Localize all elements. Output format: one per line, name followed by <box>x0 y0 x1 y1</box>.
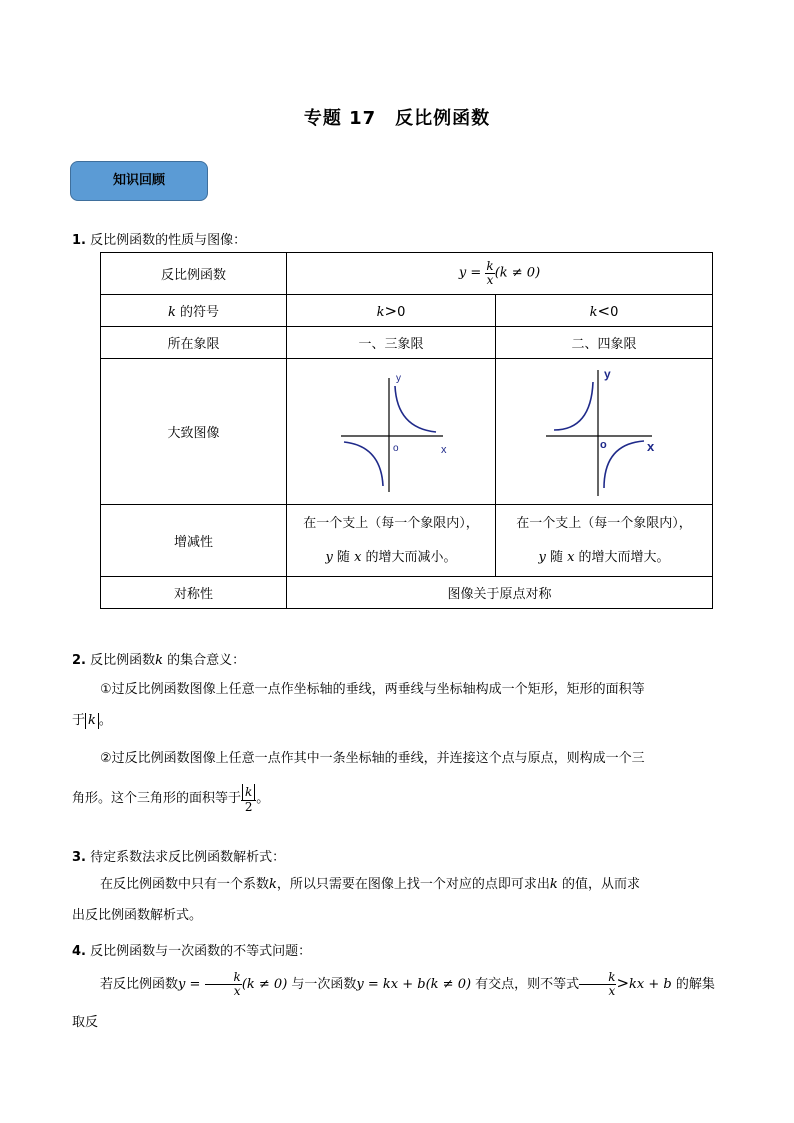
section-1-number: 1. <box>72 233 86 248</box>
branch-q4 <box>604 441 644 488</box>
row-label: 大致图像 <box>101 359 287 505</box>
properties-table <box>100 252 713 609</box>
section-2-paragraph-2: ②过反比例函数图像上任意一点作其中一条坐标轴的垂线，并连接这个点与原点，则构成一个三 角形。这个三角形的面积等于 $\frac{k}{2}$ 。 <box>72 751 645 814</box>
row-label: 对称性 <box>101 577 287 609</box>
section-3-paragraph: 在反比例函数中只有一个系数k，所以只需要在图像上找一个对应的点即可求出k 的值，从而求 出反比例函数解析式。 <box>72 877 640 923</box>
page-title: 专题 17 反比例函数 <box>303 108 491 129</box>
section-3-heading: 3. 待定系数法求反比例函数解析式： <box>72 850 286 865</box>
table-row <box>101 327 713 359</box>
section-2-heading: 2. 反比例函数k 的集合意义： <box>72 653 246 668</box>
section-4-paragraph: 若反比例函数y = $\frac{k}{x}$ (k ≠ 0) 与一次函数y = kx + b(k ≠ 0) 有交点，则不等式 $\frac{k}{x}$ >kx + b 的解集取反 <box>72 970 715 1030</box>
negative-cell: k<0 <box>496 295 713 327</box>
row-label: 所在象限 <box>101 327 287 359</box>
y-axis-label: y <box>604 366 611 381</box>
branch-q3 <box>344 442 383 486</box>
fraction: $\frac{k}{x}$ <box>579 971 616 997</box>
fraction: $\frac{k}{2}$ <box>241 784 256 814</box>
positive-cell: k>0 <box>287 295 496 327</box>
positive-cell: 一、三象限 <box>287 327 496 359</box>
row-label: k 的符号 <box>101 295 287 327</box>
origin-label: o <box>393 442 399 454</box>
x-axis-label: x <box>441 443 447 456</box>
hyperbola-graph-negative <box>544 360 664 500</box>
table-row <box>101 505 713 577</box>
hyperbola-graph-positive <box>331 366 451 494</box>
table-row <box>101 577 713 609</box>
symmetry-cell: 图像关于原点对称 <box>287 577 713 609</box>
x-axis-label: x <box>647 438 655 454</box>
fraction: $\frac{k}{x}$ <box>486 259 494 287</box>
section-1-title: 反比例函数的性质与图像： <box>90 233 247 248</box>
branch-q2 <box>554 382 593 430</box>
negative-graph-cell <box>496 359 713 505</box>
section-4-heading: 4. 反比例函数与一次函数的不等式问题： <box>72 944 312 959</box>
fraction: $\frac{k}{x}$ <box>205 971 242 997</box>
section-1-heading <box>72 229 246 248</box>
section-badge: 知识回顾 <box>70 161 208 201</box>
formula-cell: y = $\frac{k}{x}$ (k ≠ 0) <box>287 253 713 295</box>
positive-graph-cell <box>287 359 496 505</box>
table-row <box>101 295 713 327</box>
table-row <box>101 359 713 505</box>
section-2-paragraph-1: ①过反比例函数图像上任意一点作坐标轴的垂线，两垂线与坐标轴构成一个矩形，矩形的面积等 于 k 。 <box>72 682 645 728</box>
abs-k: k <box>85 713 99 729</box>
branch-q1 <box>395 386 436 432</box>
negative-cell: 在一个支上（每一个象限内）， y 随 x 的增大而增大。 <box>496 505 713 577</box>
origin-label: o <box>600 438 607 451</box>
table-row <box>101 253 713 295</box>
row-label: 反比例函数 <box>101 253 287 295</box>
negative-cell: 二、四象限 <box>496 327 713 359</box>
y-axis-label: y <box>396 372 401 384</box>
positive-cell: 在一个支上（每一个象限内）， y 随 x 的增大而减小。 <box>287 505 496 577</box>
row-label: 增减性 <box>101 505 287 577</box>
